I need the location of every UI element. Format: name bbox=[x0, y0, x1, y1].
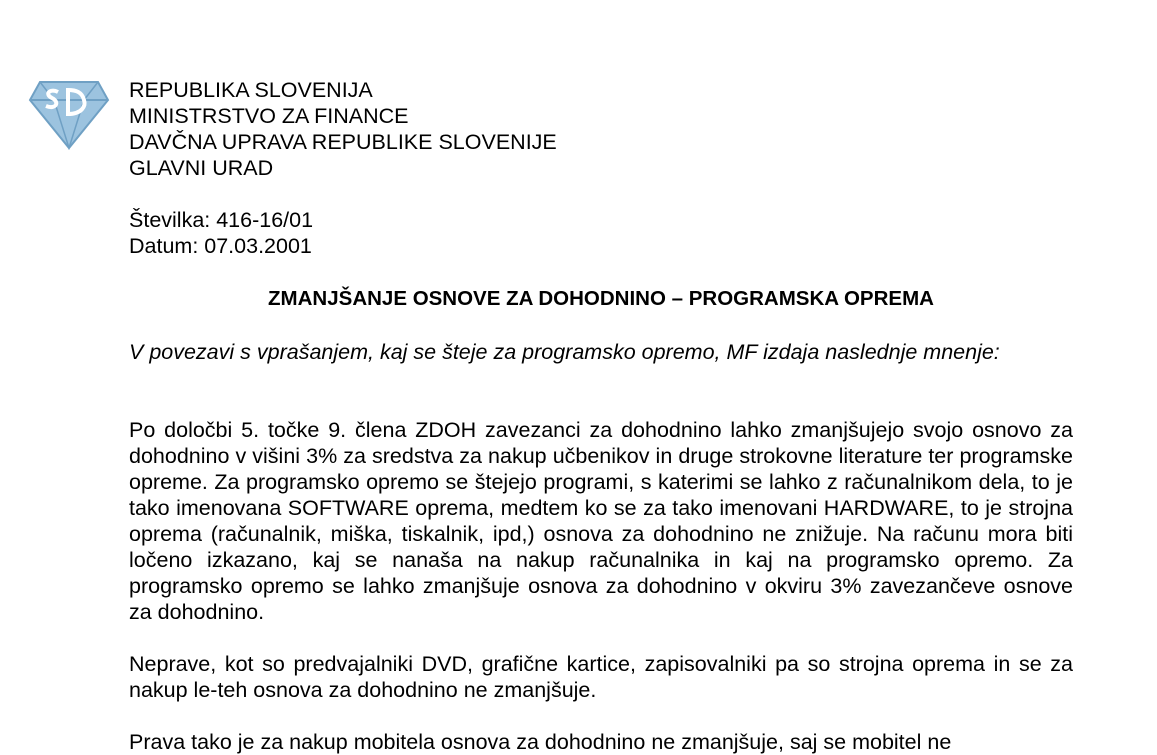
letterhead bbox=[129, 77, 557, 181]
document-date: Datum: 07.03.2001 bbox=[129, 234, 312, 258]
body-paragraph-3: Prava tako je za nakup mobitela osnova za dohodnino ne zmanjšuje, saj se mobitel ne bbox=[129, 730, 952, 754]
header-republic: REPUBLIKA SLOVENIJA bbox=[129, 78, 373, 102]
document-number: Številka: 416-16/01 bbox=[129, 208, 314, 232]
header-office: GLAVNI URAD bbox=[129, 156, 274, 180]
header-ministry: MINISTRSTVO ZA FINANCE bbox=[129, 104, 409, 128]
document-title: ZMANJŠANJE OSNOVE ZA DOHODNINO – PROGRAMSKA OPREMA bbox=[268, 287, 934, 310]
header-tax-authority: DAVČNA UPRAVA REPUBLIKE SLOVENIJE bbox=[129, 130, 557, 154]
intro-paragraph: V povezavi s vprašanjem, kaj se šteje za programsko opremo, MF izdaja naslednje mnenje: bbox=[129, 340, 1000, 364]
document-meta bbox=[129, 207, 313, 259]
body-paragraph-2: Neprave, kot so predvajalniki DVD, grafične kartice, zapisovalniki pa so strojna oprema in se za nakup le-teh osnova za dohodnino ne zmanjšuje. bbox=[129, 652, 1073, 702]
body-paragraph-1: Po določbi 5. točke 9. člena ZDOH zavezanci za dohodnino lahko zmanjšujejo svojo osnovo za dohodnino v višini 3% za sredstva za nakup učbenikov in druge strokovne literature ter programske opreme. Za programsko opremo se štejejo programi, s katerimi se lahko z računalnikom dela, to je tako imenovana SOFTWARE oprema, medtem ko se za tako imenovani HARDWARE, to je strojna oprema (računalnik, miška, tiskalnik, ipd,) osnova za dohodnino ne znižuje. Na računu mora biti ločeno izkazano, kaj se nanaša na nakup računalnika in kaj na programsko opremo. Za programsko opremo se lahko zmanjšuje osnova za dohodnino v okviru 3% zavezančeve osnove za dohodnino. bbox=[129, 418, 1073, 624]
durs-logo-icon bbox=[28, 78, 110, 150]
